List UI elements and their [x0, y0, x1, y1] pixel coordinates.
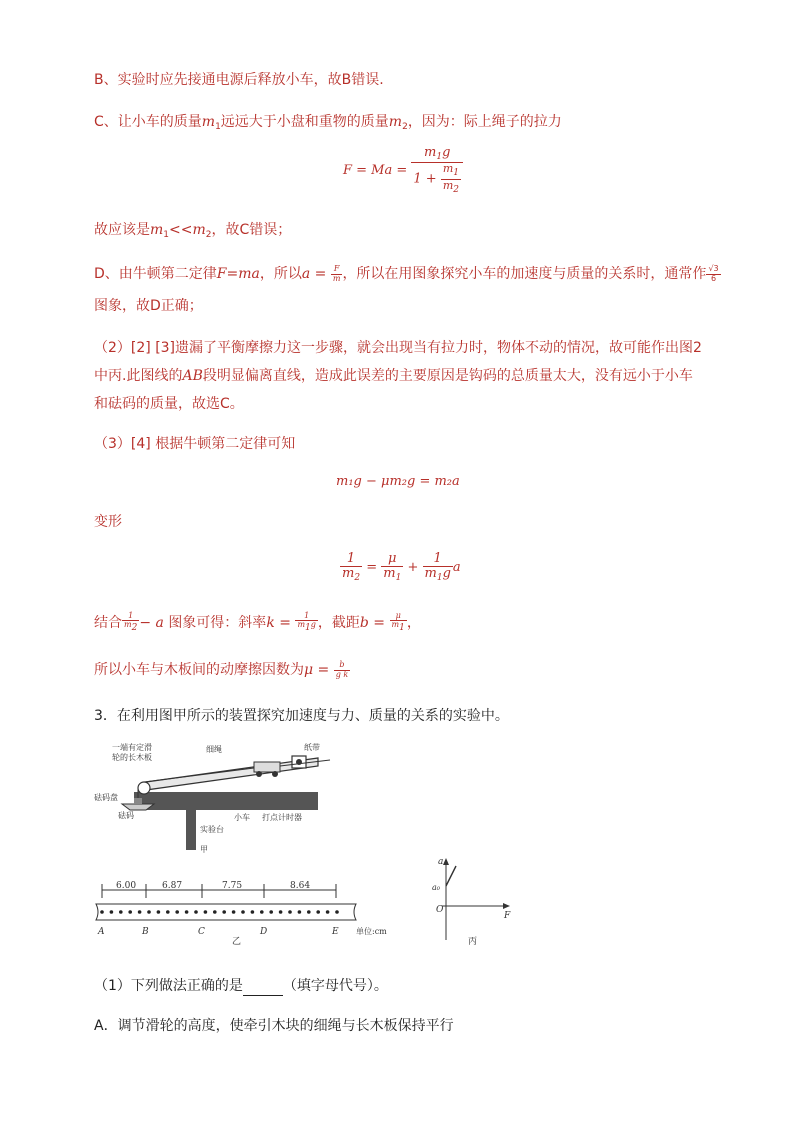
label-table: 实验台	[200, 825, 224, 834]
origin-label: O	[436, 905, 444, 915]
point-b: B	[142, 927, 149, 937]
tape-dot	[335, 910, 339, 914]
sym-m1: m	[201, 114, 216, 130]
tape-dot	[194, 910, 198, 914]
tape-dot	[110, 910, 114, 914]
label-board-2: 轮的长木板	[112, 753, 152, 762]
line-jiehe: 结合 $\frac{1}{m2}$ − a 图象可得：斜率k = $\frac{1}{m1g}$ ，截距b = $\frac{\mu}{m1}$ ，	[94, 611, 421, 634]
tape-dot	[288, 910, 292, 914]
segment-de: 8.64	[290, 881, 311, 891]
para-2-line-1: （2）[2] [3]遗漏了平衡摩擦力这一步骤，就会出现当有拉力时，物体不动的情况，故可能作出图2	[94, 340, 702, 356]
label-weight: 砝码	[118, 811, 134, 820]
text-c-c: ，因为：际上绳子的拉力	[407, 114, 562, 130]
tape-dot	[251, 910, 255, 914]
sub-2: 2	[402, 122, 408, 132]
label-cart: 小车	[234, 813, 250, 822]
tape-dot	[241, 910, 245, 914]
label-board: 一端有定滑	[112, 743, 152, 752]
tape-dot	[326, 910, 330, 914]
option-a: A．调节滑轮的高度，使牵引木块的细绳与长木板保持平行	[94, 1018, 454, 1034]
eq-fraction-main: $m_1g$ 1 + $\frac{m_1}{m_2}$	[411, 146, 463, 195]
pulley-icon	[138, 782, 150, 794]
point-d: D	[260, 927, 268, 937]
table-leg	[186, 810, 196, 850]
caption-bing: 丙	[468, 937, 478, 947]
tape-dot	[298, 910, 302, 914]
tape-dot	[166, 910, 170, 914]
equation-newton: m₁g − μm₂g = m₂a	[336, 474, 460, 489]
tape-dot	[185, 910, 189, 914]
lab-table	[134, 792, 318, 810]
label-timer: 打点计时器	[262, 813, 302, 822]
line-d: D、由牛顿第二定律F=ma，所以a = $\frac{F}{m}$ ，所以在用图象探究小车的加速度与质量的关系时，通常作 $\frac{√3}{6}$	[94, 264, 719, 283]
line-c	[94, 112, 562, 137]
caption-jia: 甲	[200, 845, 208, 854]
eq-f-ma: F = Ma =	[343, 163, 408, 179]
tape-dot	[260, 910, 264, 914]
label-rope: 细绳	[206, 745, 222, 754]
para-3: （3）[4] 根据牛顿第二定律可知	[94, 436, 296, 452]
tape-dot	[128, 910, 132, 914]
label-pan: 砝码盘	[94, 793, 118, 802]
point-c: C	[198, 927, 205, 937]
weight-block	[134, 798, 142, 804]
equation-transformed: $\frac{1}{m_2}$ = $\frac{\mu}{m_1}$ + $\frac{1}{m_1g}$ a	[342, 551, 461, 583]
sub-1: 1	[215, 122, 221, 132]
tape-dot	[316, 910, 320, 914]
question-3-part-1: （1）下列做法正确的是 （填字母代号）。	[94, 978, 388, 994]
answer-blank[interactable]	[243, 981, 283, 996]
unit-label: 单位:cm	[356, 927, 387, 936]
a-f-line	[446, 866, 456, 886]
segment-ab: 6.00	[116, 881, 137, 891]
text-c-b: 远远大于小盘和重物的质量	[220, 114, 389, 130]
axis-label-f: F	[504, 911, 511, 921]
tape-dot	[222, 910, 226, 914]
tape-dot	[279, 910, 283, 914]
caption-yi: 乙	[232, 937, 242, 947]
line-c-conclusion: 故应该是$m_1<<m_2$，故C错误；	[94, 222, 292, 240]
equation-tension	[343, 146, 463, 195]
tape-dot	[175, 910, 179, 914]
axis-label-a: a	[438, 857, 444, 867]
cart	[254, 762, 280, 772]
question-3: 3．在利用图甲所示的装置探究加速度与力、质量的关系的实验中。	[94, 708, 509, 724]
a0-label: a₀	[432, 883, 440, 892]
tape-dot	[100, 910, 104, 914]
segment-bc: 6.87	[162, 881, 183, 891]
tape-dot	[269, 910, 273, 914]
line-b: B、实验时应先接通电源后释放小车，故B错误.	[94, 72, 384, 88]
figure-yi-tape	[94, 876, 387, 947]
tape-dot	[232, 910, 236, 914]
point-a: A	[98, 927, 105, 937]
label-tape: 纸带	[304, 743, 320, 752]
figure-jia-apparatus	[94, 740, 334, 856]
tape-dot	[157, 910, 161, 914]
line-suoyi: 所以小车与木板间的动摩擦因数为μ = $\frac{b}{\text{g k}}$	[94, 660, 349, 679]
figure-bing-graph	[428, 856, 518, 948]
para-2-line-3: 和砝码的质量，故选C。	[94, 396, 244, 412]
tape-dot	[138, 910, 142, 914]
para-2-line-2: 中丙.此图线的AB段明显偏离直线，造成此误差的主要原因是钩码的总质量太大，没有远小于小车	[94, 368, 693, 384]
tape-dot	[213, 910, 217, 914]
text-bianxing: 变形	[94, 514, 122, 530]
point-e: E	[332, 927, 339, 937]
tape-dot	[119, 910, 123, 914]
sym-m2: m	[388, 114, 403, 130]
tape-dot	[307, 910, 311, 914]
segment-cd: 7.75	[222, 881, 243, 891]
tape-dot	[147, 910, 151, 914]
line-d-2: 图象，故D正确；	[94, 298, 203, 314]
tape-dot	[204, 910, 208, 914]
text-c-a: C、让小车的质量	[94, 114, 202, 130]
